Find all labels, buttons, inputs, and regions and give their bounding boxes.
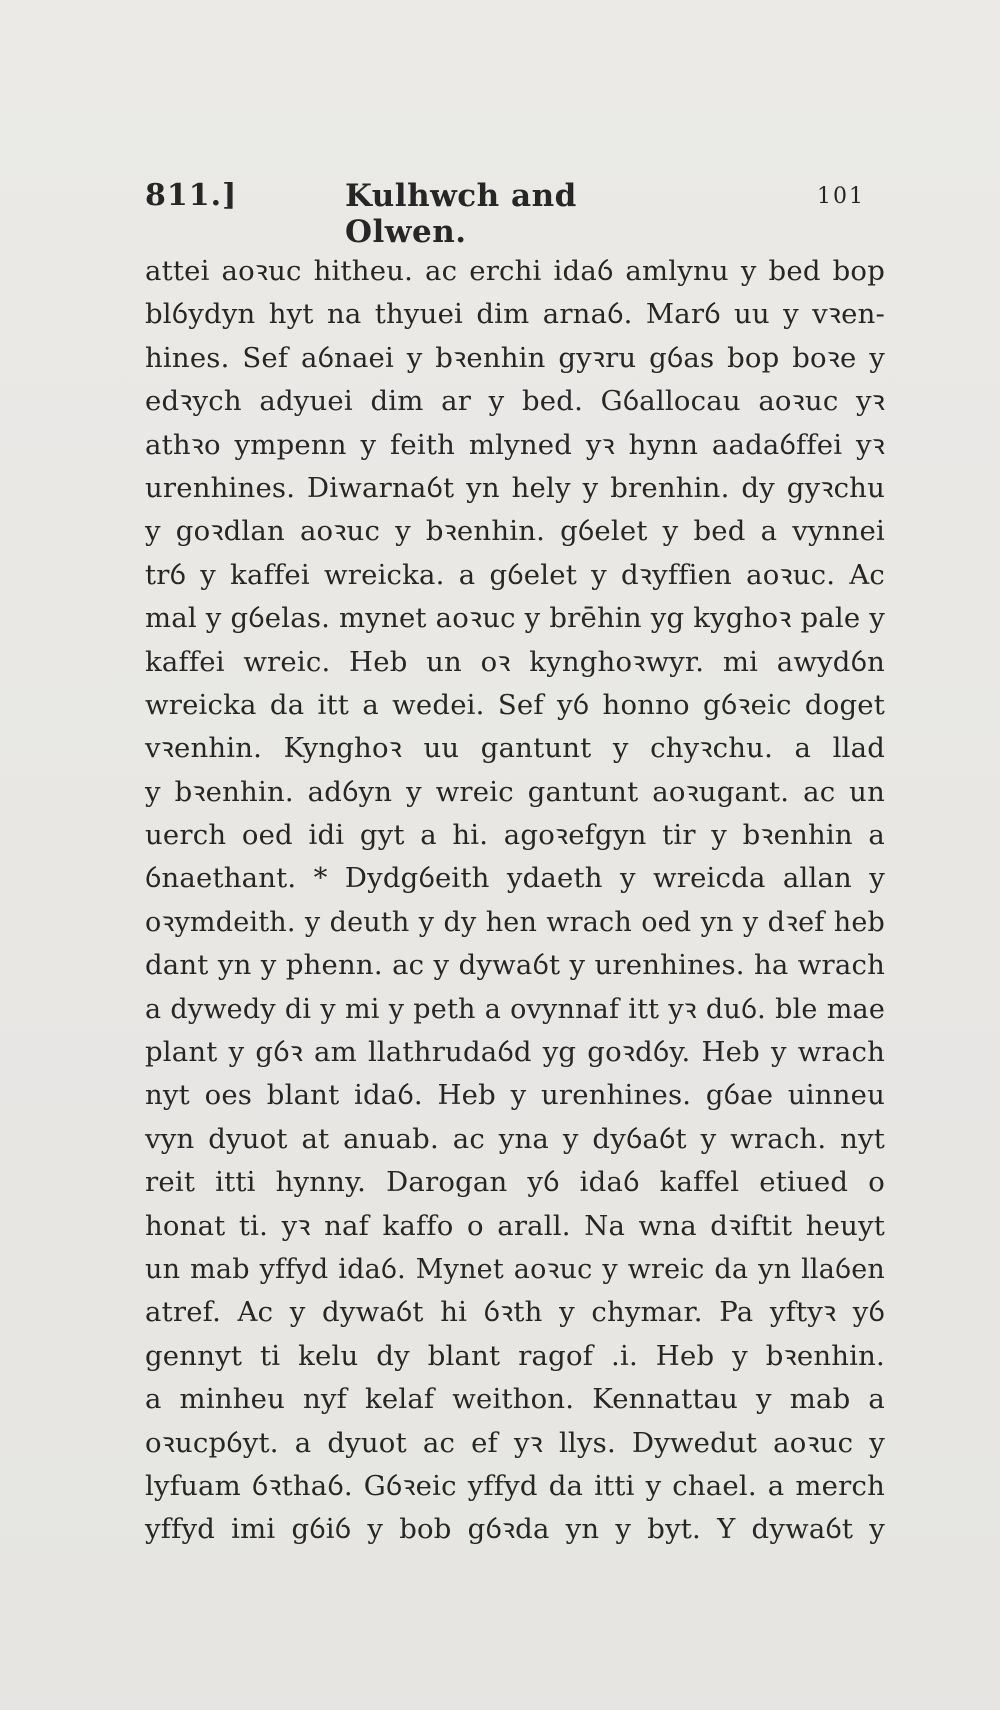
text-line: y goꝛdlan aoꝛuc y bꝛenhin. gỽelet y bed a vynnei	[145, 515, 885, 548]
page-number: 101	[817, 184, 865, 209]
text-line: hines. Sef aỽnaei y bꝛenhin gyꝛru gỽas bop boꝛe y	[145, 341, 885, 374]
text-line: trỽ y kaffei wreicka. a gỽelet y dꝛyffien aoꝛuc. Ac	[145, 558, 885, 591]
text-line: oꝛymdeith. y deuth y dy hen wrach oed yn y dꝛef heb	[145, 906, 885, 938]
text-line: atref. Ac y dywaỽt hi ỽꝛth y chymar. Pa yftyꝛ yỽ	[145, 1296, 885, 1329]
text-line: plant y gỽꝛ am llathrudaỽd yg goꝛdỽy. Heb y wrach	[145, 1036, 885, 1069]
text-line: vꝛenhin. Kynghoꝛ uu gantunt y chyꝛchu. a llad	[145, 732, 885, 765]
text-line: ỽnaethant. * Dydgỽeith ydaeth y wreicda allan y	[145, 862, 885, 895]
text-line: un mab yffyd idaỽ. Mynet aoꝛuc y wreic da yn llaỽen	[145, 1253, 885, 1285]
text-line: yffyd imi gỽiỽ y bob gỽꝛda yn y byt. Y dywaỽt y	[145, 1513, 885, 1546]
text-line: a dywedy di y mi y peth a ovynnaf itt yꝛ duỽ. ble mae	[145, 993, 885, 1025]
text-line: vyn dyuot at anuab. ac yna y dyỽaỽt y wrach. nyt	[145, 1122, 885, 1155]
text-line: blỽydyn hyt na thyuei dim arnaỽ. Marỽ uu y vꝛen-	[145, 298, 885, 331]
signature-mark: 811.]	[145, 178, 238, 213]
text-line: oꝛucpỽyt. a dyuot ac ef yꝛ llys. Dywedut aoꝛuc y	[145, 1426, 885, 1459]
text-line: nyt oes blant idaỽ. Heb y urenhines. gỽae uinneu	[145, 1079, 885, 1112]
text-line: urenhines. Diwarnaỽt yn hely y brenhin. dy gyꝛchu	[145, 471, 885, 504]
running-header	[145, 178, 875, 250]
text-line: a minheu nyf kelaf weithon. Kennattau y mab a	[145, 1383, 885, 1416]
text-line: kaffei wreic. Heb un oꝛ kynghoꝛwyr. mi awydỽn	[145, 645, 885, 678]
text-line: mal y gỽelas. mynet aoꝛuc y brēhin yg kyghoꝛ pale y	[145, 602, 885, 635]
text-line: uerch oed idi gyt a hi. agoꝛefgyn tir y bꝛenhin a	[145, 819, 885, 852]
text-line: lyfuam ỽꝛthaỽ. Gỽꝛeic yffyd da itti y chael. a merch	[145, 1469, 885, 1502]
text-line: wreicka da itt a wedei. Sef yỽ honno gỽꝛeic doget	[145, 688, 885, 721]
text-line: y bꝛenhin. adỽyn y wreic gantunt aoꝛugant. ac un	[145, 775, 885, 808]
body-text	[145, 250, 885, 1552]
text-line: dant yn y phenn. ac y dywaỽt y urenhines. ha wrach	[145, 949, 885, 982]
running-title: Kulhwch and Olwen.	[345, 178, 577, 250]
text-line: gennyt ti kelu dy blant ragof .i. Heb y bꝛenhin.	[145, 1339, 885, 1372]
text-line: honat ti. yꝛ naf kaffo o arall. Na wna dꝛiftit heuyt	[145, 1209, 885, 1242]
text-line: attei aoꝛuc hitheu. ac erchi idaỽ amlynu y bed bop	[145, 255, 885, 287]
text-line: athꝛo ympenn y feith mlyned yꝛ hynn aadaỽffei yꝛ	[145, 428, 885, 461]
text-line: edꝛych adyuei dim ar y bed. Gỽallocau aoꝛuc yꝛ	[145, 385, 885, 418]
text-line: reit itti hynny. Darogan yỽ idaỽ kaffel etiued o	[145, 1166, 885, 1199]
